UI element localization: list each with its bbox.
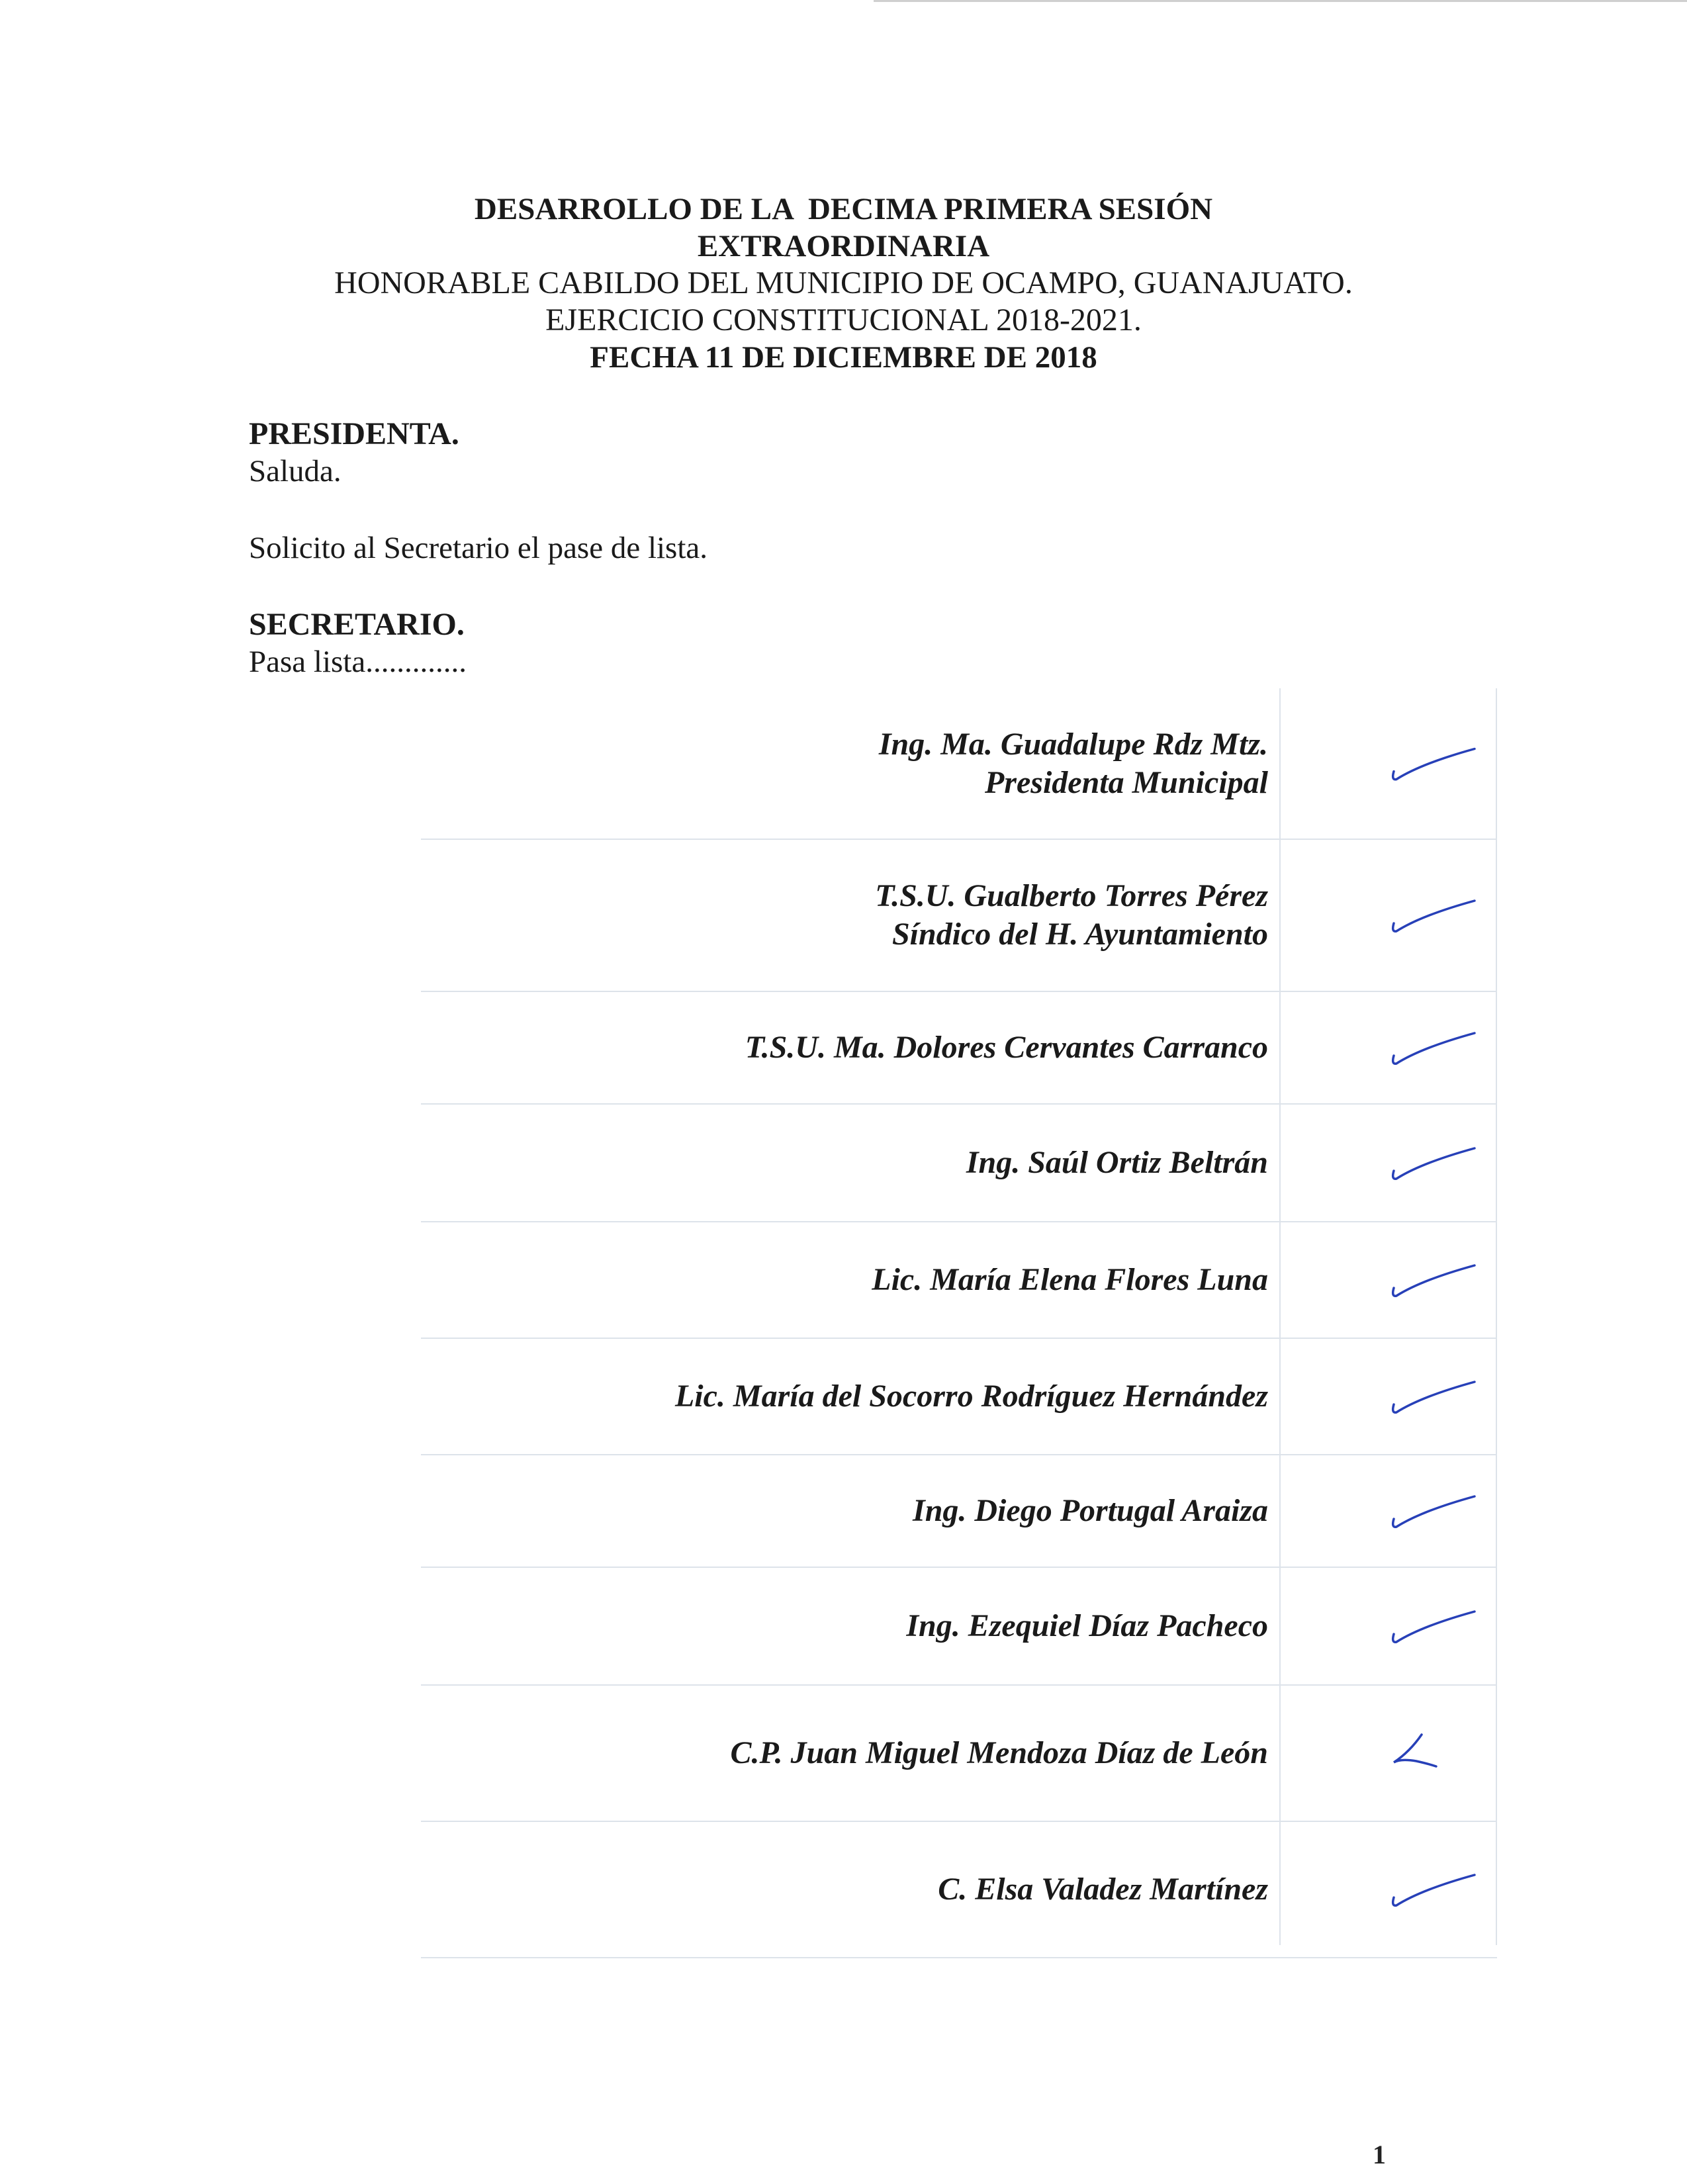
attendance-mark — [1322, 1568, 1497, 1684]
attendee-name-block — [730, 1686, 1268, 1821]
attendance-divider-line — [1279, 688, 1281, 1945]
check-mark-icon — [1322, 992, 1497, 1103]
attendee-name-block — [872, 1222, 1268, 1338]
attendance-mark — [1322, 840, 1497, 991]
attendance-row — [421, 1822, 1497, 1957]
attendee-name: C. Elsa Valadez Martínez — [938, 1872, 1268, 1907]
attendance-row — [421, 1222, 1497, 1339]
attendance-right-border — [1496, 688, 1497, 1945]
attendance-row — [421, 840, 1497, 992]
header-line-1: DESARROLLO DE LA DECIMA PRIMERA SESIÓN — [474, 192, 1213, 226]
attendee-name-block — [875, 840, 1268, 991]
attendee-name: T.S.U. Ma. Dolores Cervantes Carranco — [745, 1030, 1268, 1065]
secretario-block — [249, 606, 467, 680]
cross-mark-icon — [1322, 1686, 1497, 1821]
header-line-4: EJERCICIO CONSTITUCIONAL 2018-2021. — [545, 302, 1142, 338]
attendee-name-block — [913, 1455, 1268, 1567]
speaker-secretario: SECRETARIO. — [249, 607, 465, 642]
attendance-mark — [1322, 1222, 1497, 1338]
attendance-row — [421, 1568, 1497, 1686]
check-mark-icon — [1322, 1105, 1497, 1221]
attendance-mark — [1322, 688, 1497, 839]
check-mark-icon — [1322, 688, 1497, 839]
absence-mark — [1322, 1686, 1497, 1821]
attendee-name-block — [879, 688, 1268, 839]
check-mark-icon — [1322, 840, 1497, 991]
check-mark-icon — [1322, 1455, 1497, 1567]
check-mark-icon — [1322, 1339, 1497, 1454]
attendance-row — [421, 688, 1497, 840]
attendance-row — [421, 992, 1497, 1105]
attendee-name: C.P. Juan Miguel Mendoza Díaz de León — [730, 1735, 1268, 1770]
attendance-row — [421, 1455, 1497, 1568]
attendance-mark — [1322, 1105, 1497, 1221]
attendance-row — [421, 1686, 1497, 1822]
attendee-name-block — [938, 1822, 1268, 1957]
secretario-line-1: Pasa lista............. — [249, 645, 467, 679]
attendee-name-block — [745, 992, 1268, 1103]
check-mark-icon — [1322, 1822, 1497, 1957]
attendance-mark — [1322, 992, 1497, 1103]
attendee-name-block — [906, 1568, 1268, 1684]
attendee-name: Lic. María Elena Flores Luna — [872, 1262, 1268, 1297]
page-number: 1 — [1373, 2140, 1386, 2169]
presidenta-line-1: Saluda. — [249, 454, 342, 488]
header-line-5: FECHA 11 DE DICIEMBRE DE 2018 — [590, 340, 1097, 375]
attendance-table — [421, 688, 1497, 1958]
attendance-row — [421, 1339, 1497, 1455]
attendee-name: Ing. Ezequiel Díaz Pacheco — [906, 1608, 1268, 1643]
header-line-2: EXTRAORDINARIA — [697, 229, 990, 263]
attendee-name: T.S.U. Gualberto Torres Pérez — [875, 878, 1268, 913]
attendee-name: Ing. Ma. Guadalupe Rdz Mtz. — [878, 726, 1268, 762]
attendance-mark — [1322, 1339, 1497, 1454]
attendance-mark — [1322, 1455, 1497, 1567]
attendance-row — [421, 1105, 1497, 1222]
attendee-name-block — [966, 1105, 1268, 1221]
document-header — [0, 191, 1687, 376]
presidenta-line-2: Solicito al Secretario el pase de lista. — [249, 531, 708, 565]
presidenta-block — [249, 416, 707, 567]
attendee-name: Lic. María del Socorro Rodríguez Hernández — [674, 1379, 1268, 1414]
attendance-mark — [1322, 1822, 1497, 1957]
attendee-title: Síndico del H. Ayuntamiento — [891, 917, 1268, 952]
header-line-3: HONORABLE CABILDO DEL MUNICIPIO DE OCAMPO, GUANAJUATO. — [334, 265, 1353, 300]
attendee-title: Presidenta Municipal — [984, 764, 1268, 800]
attendee-name-block — [675, 1339, 1268, 1454]
speaker-presidenta: PRESIDENTA. — [249, 416, 459, 451]
top-edge-line — [874, 0, 1687, 2]
attendee-name: Ing. Saúl Ortiz Beltrán — [966, 1145, 1268, 1180]
check-mark-icon — [1322, 1568, 1497, 1684]
attendee-name: Ing. Diego Portugal Araiza — [913, 1493, 1268, 1528]
check-mark-icon — [1322, 1222, 1497, 1338]
